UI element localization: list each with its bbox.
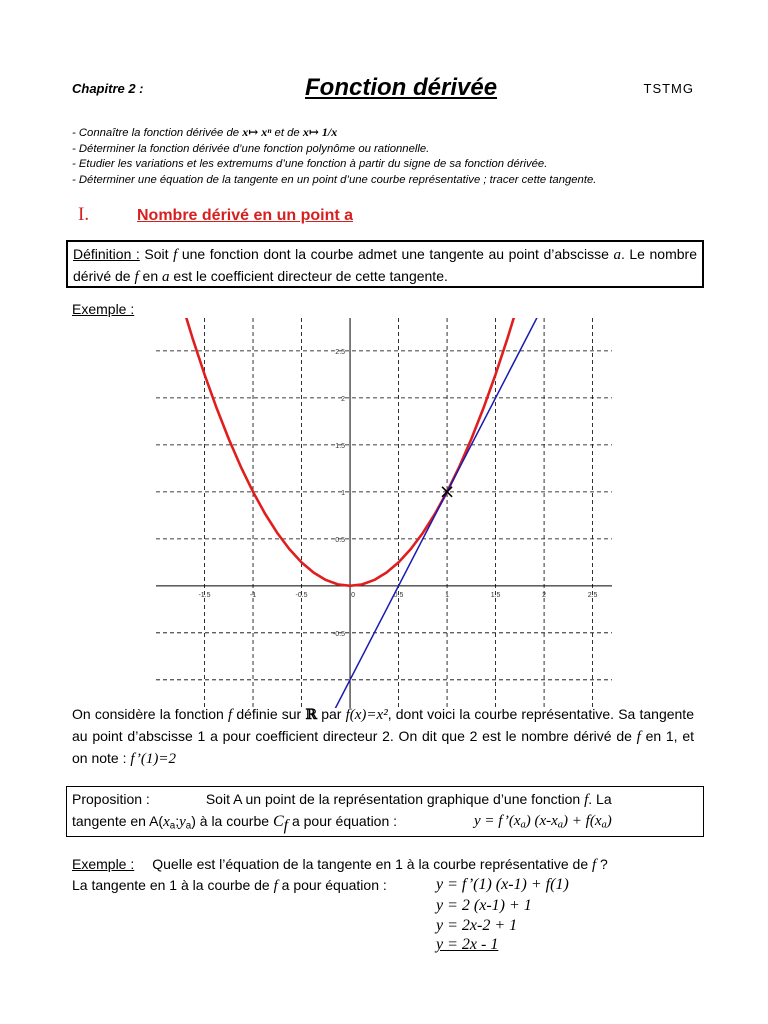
tangent-line — [331, 318, 547, 708]
x-tick-label: 2.5 — [587, 591, 598, 599]
equation-step — [72, 896, 694, 916]
section-heading — [72, 204, 694, 226]
objective-math: x↦ 1/x — [302, 125, 338, 139]
page-header — [72, 74, 694, 106]
math-variable: a — [613, 247, 621, 263]
question-text: Quelle est l’équation de la tangente en 1 à la courbe représentative de — [152, 856, 592, 872]
paragraph-text: On considère la fonction — [72, 706, 228, 722]
example-2-answer — [72, 876, 694, 897]
x-tick-label: -1.5 — [198, 591, 211, 599]
equation-step-text: y = 2 (x-1) + 1 — [436, 897, 532, 914]
example-heading — [72, 301, 694, 317]
definition-text: est le coefficient directeur de cette tangente. — [169, 268, 448, 284]
objective-item — [72, 125, 694, 142]
answer-text: La tangente en 1 à la courbe de — [72, 876, 274, 893]
proposition-text: ) à la courbe — [191, 813, 273, 829]
math-variable: a — [162, 269, 170, 285]
math-variable: f — [636, 729, 641, 745]
math-expression: f(x)=x² — [345, 707, 388, 723]
paragraph-text: , dont voici la courbe représentative. Sa tangente au point d’abscisse 1 a pour coefficient directeur 2. On dit que 2 est le nombre dérivé de — [72, 706, 694, 744]
section-title: Nombre dérivé en un point a — [137, 207, 354, 224]
proposition-text: a pour équation : — [288, 813, 398, 829]
answer-text: a pour équation : — [277, 876, 387, 893]
equation-part: ) + f(x — [563, 813, 602, 829]
y-tick-label: 2 — [341, 395, 346, 403]
y-tick-label: 1.5 — [335, 442, 346, 450]
x-tick-label: 2 — [542, 591, 547, 599]
objective-item: - Etudier les variations et les extremums d’une fonction à partir du signe de sa fonction dérivée. — [72, 158, 548, 171]
subscript: a — [557, 819, 564, 831]
math-variable: x — [163, 814, 170, 830]
y-tick-label: -0.5 — [332, 630, 346, 638]
equation-part: y = f’(x — [474, 813, 521, 829]
equation-step-text: y = 2x-2 + 1 — [436, 916, 518, 934]
paragraph-text: définie sur — [232, 706, 306, 722]
equation-step: y = f’(1) (x-1) + f(1) — [436, 875, 569, 893]
equation-part: ) (x-x — [525, 813, 558, 829]
math-variable: f — [592, 857, 597, 873]
definition-text: Soit — [139, 246, 174, 262]
proposition-label: Proposition : — [72, 791, 150, 807]
math-variable: f — [134, 269, 139, 285]
paragraph-text: par — [317, 706, 346, 722]
x-tick-label: 0.5 — [393, 591, 404, 599]
math-expression: f’(1)=2 — [130, 751, 177, 767]
example-paragraph — [72, 704, 694, 770]
math-variable: y — [179, 814, 186, 830]
x-tick-label: -0.5 — [295, 591, 308, 599]
definition-box — [66, 240, 704, 288]
proposition-text: . La — [588, 791, 612, 807]
tangent-equation — [474, 811, 612, 832]
final-equation — [72, 935, 694, 955]
proposition-text: Soit A un point de la représentation graphique d’une fonction — [205, 791, 585, 807]
math-variable: f — [273, 877, 278, 894]
curve-name: C — [272, 813, 284, 830]
definition-text: . Le nombre dérivé de — [73, 246, 697, 284]
example-2-section — [72, 855, 694, 955]
y-tick-label: 1 — [341, 489, 346, 497]
subscript: a — [520, 819, 526, 831]
x-tick-label: 1 — [445, 591, 450, 599]
subscript: a — [185, 820, 192, 832]
example-2-question — [72, 855, 694, 876]
proposition-line — [72, 789, 698, 811]
x-tick-label: 0 — [351, 591, 355, 599]
definition-label: Définition : — [73, 246, 140, 262]
x-tick-label: 1.5 — [490, 591, 501, 599]
definition-text: en — [138, 268, 163, 284]
proposition-text: ; — [175, 813, 180, 829]
equation-part: ) — [606, 813, 612, 829]
objectives-list — [72, 125, 694, 188]
objective-text: - Connaître la fonction dérivée de — [72, 127, 243, 139]
objective-text: et de — [271, 127, 303, 139]
math-variable: f — [228, 707, 233, 723]
class-level-label: TSTMG — [643, 81, 694, 96]
page-title: Fonction dérivée — [305, 74, 498, 101]
section-number: I. — [78, 204, 90, 225]
proposition-box — [66, 786, 704, 837]
subscript: f — [283, 817, 289, 834]
y-tick-label: 0.5 — [335, 536, 346, 544]
real-numbers-symbol: ℝ — [305, 707, 318, 723]
paragraph-text: en 1, et on note : — [72, 728, 694, 766]
math-variable: f — [584, 792, 589, 808]
subscript: a — [601, 819, 607, 831]
proposition-text: tangente en A( — [72, 813, 164, 829]
chapter-label: Chapitre 2 : — [72, 81, 144, 96]
subscript: a — [169, 820, 176, 832]
example-label: Exemple : — [72, 301, 135, 317]
objective-item: - Déterminer une équation de la tangente en un point d’une courbe représentative ; tracer cette tangente. — [72, 173, 597, 186]
y-tick-label: 2.5 — [335, 348, 346, 356]
x-tick-label: -1 — [249, 591, 257, 599]
definition-text: une fonction dont la courbe admet une tangente au point d’abscisse — [177, 246, 614, 262]
equation-step-text: y = 2x - 1 — [436, 936, 499, 953]
example-label: Exemple : — [72, 856, 135, 872]
objective-item: - Déterminer la fonction dérivée d’une fonction polynôme ou rationnelle. — [72, 142, 430, 155]
question-text: ? — [596, 856, 608, 872]
equation-step — [72, 916, 694, 936]
objective-math: x↦ xⁿ — [242, 125, 272, 139]
math-variable: f — [173, 247, 178, 263]
function-graph — [156, 318, 612, 708]
